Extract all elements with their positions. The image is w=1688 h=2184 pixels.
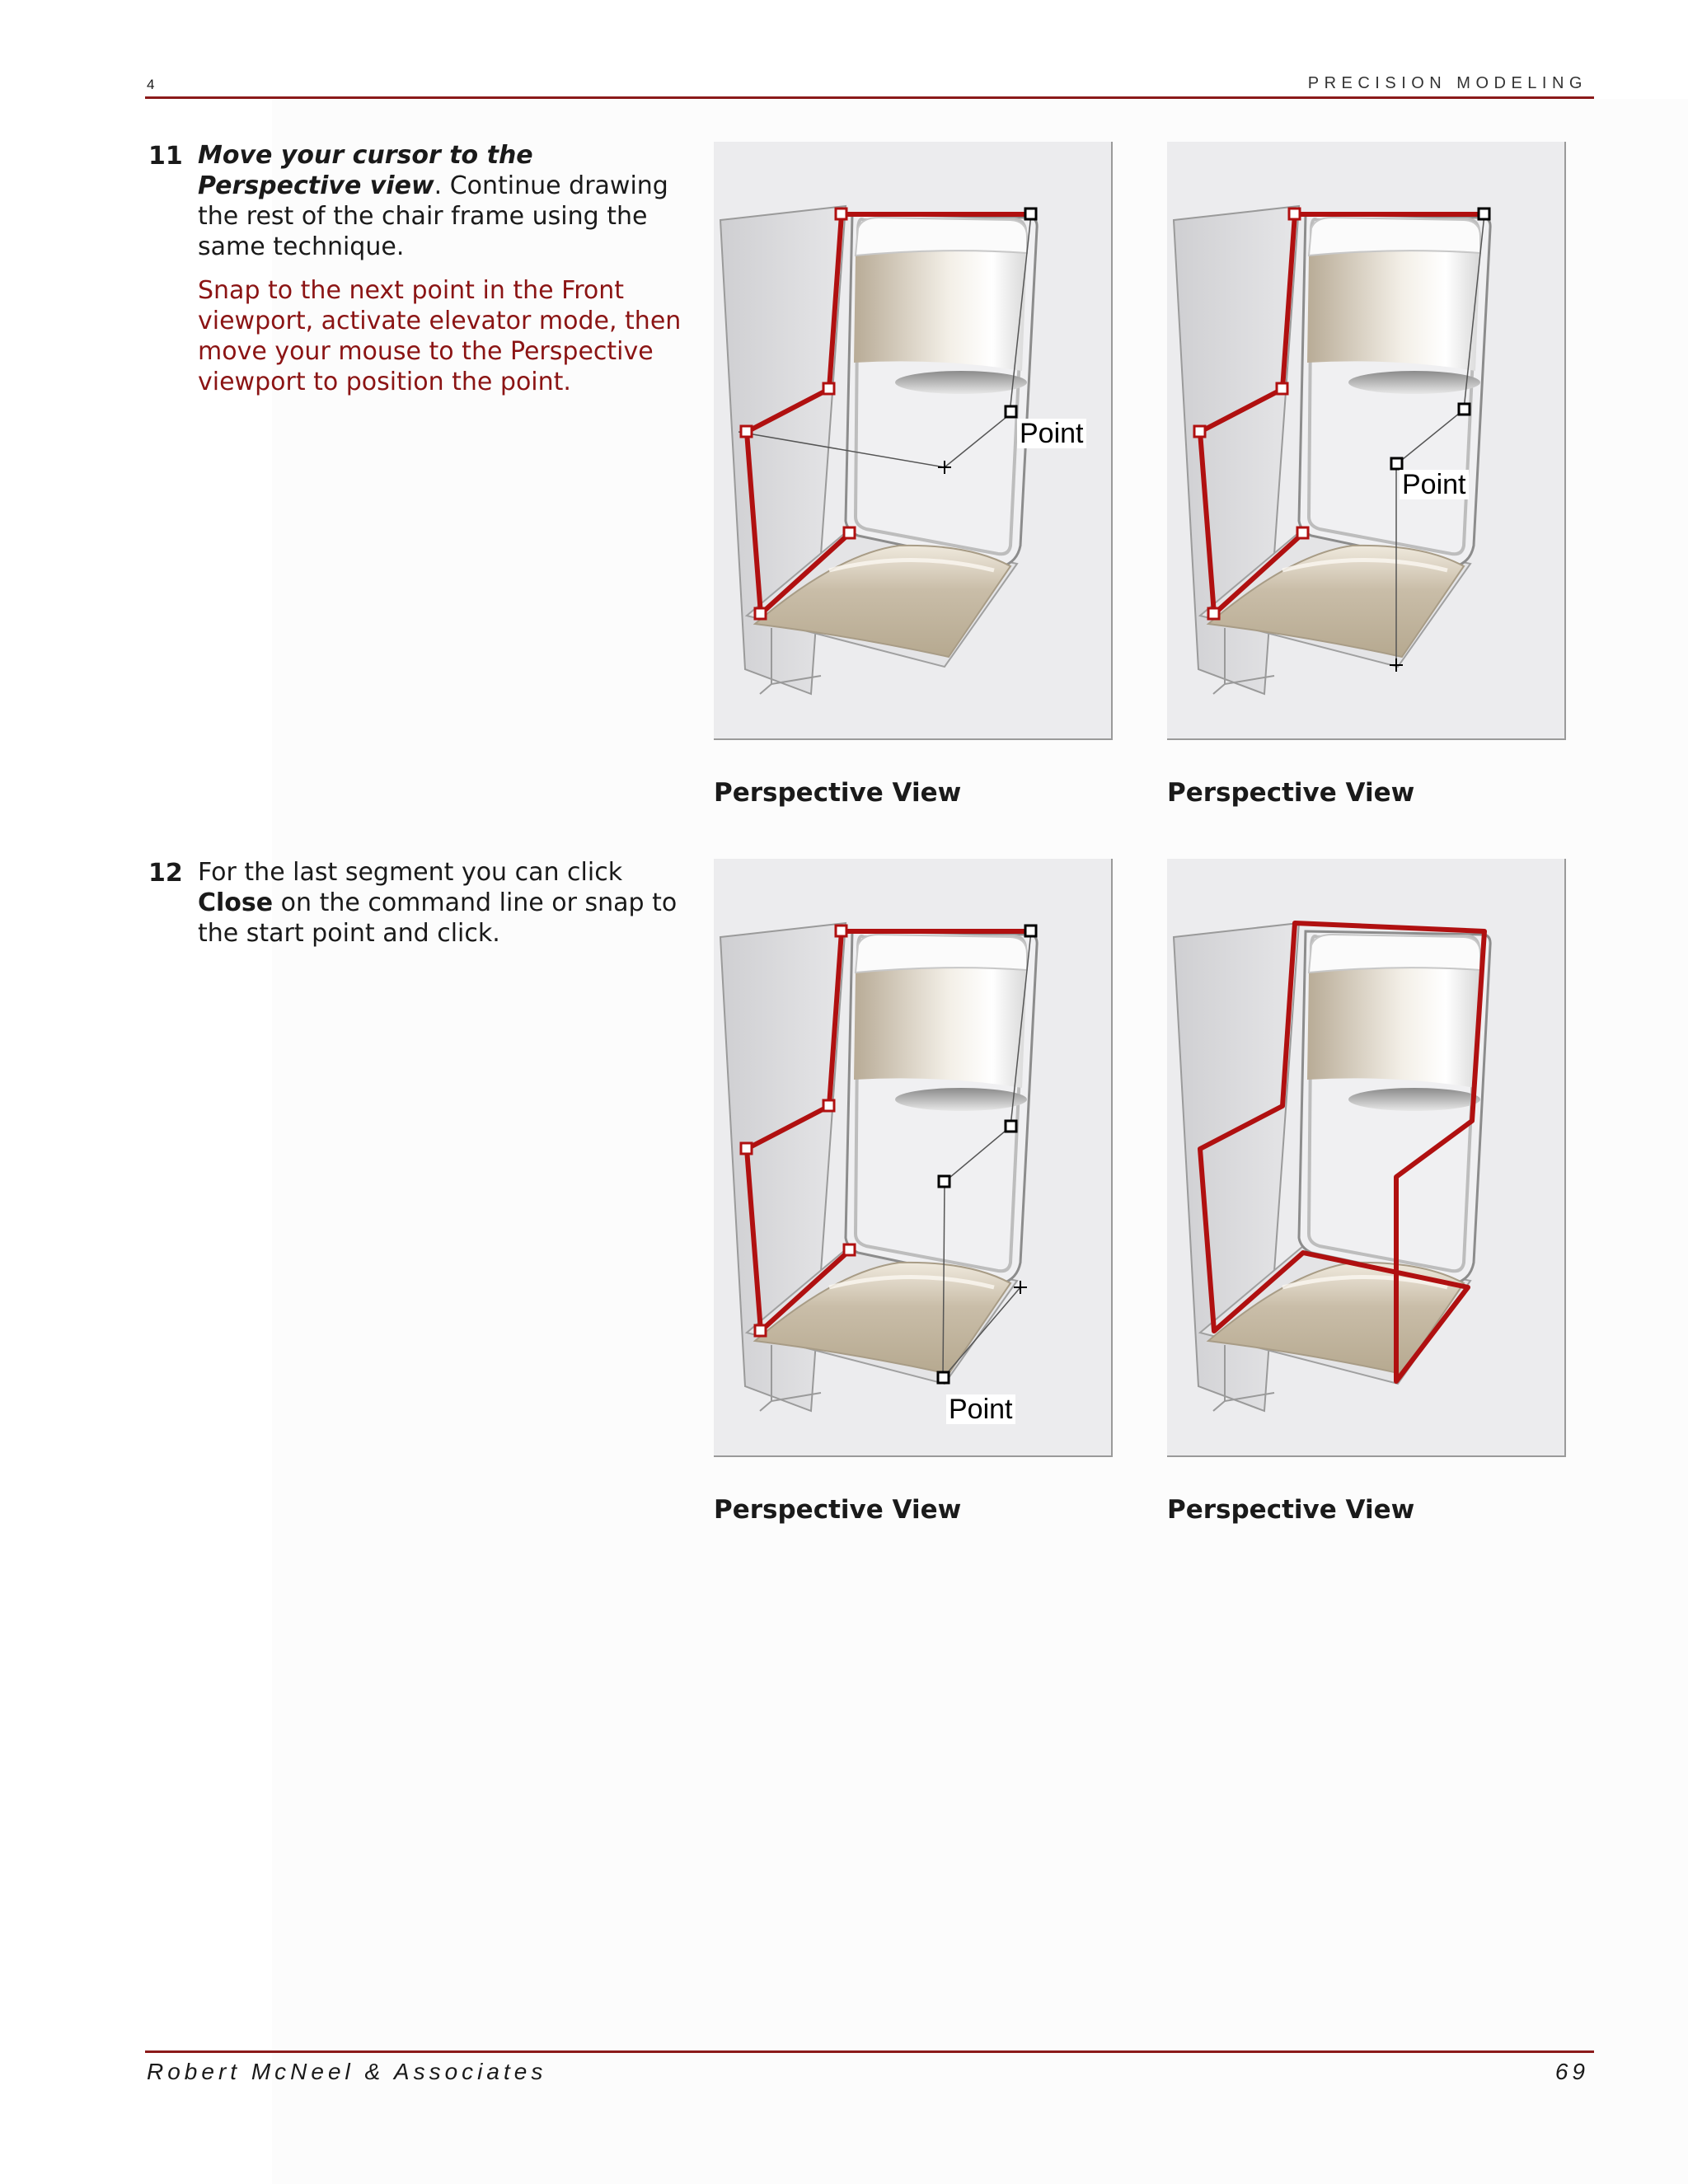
step-11-number: 11 [148, 142, 183, 171]
figure-3-caption: Perspective View [714, 1495, 962, 1525]
figure-3-illustration [714, 859, 1113, 1457]
figure-2-illustration [1167, 142, 1566, 740]
figure-2-caption: Perspective View [1167, 778, 1415, 808]
header-rule [145, 96, 1594, 99]
figure-4-illustration [1167, 859, 1566, 1457]
figure-4-perspective-view [1167, 859, 1566, 1457]
figure-3-perspective-view [714, 859, 1113, 1457]
figure-3-point-tooltip: Point [946, 1394, 1015, 1424]
step-12-close-keyword: Close [198, 888, 274, 917]
figure-1-point-tooltip: Point [1017, 419, 1086, 448]
step-12-body-start: For the last segment you can click [198, 858, 623, 887]
figure-1-perspective-view [714, 142, 1113, 740]
figure-4-caption: Perspective View [1167, 1495, 1415, 1525]
figure-2-perspective-view [1167, 142, 1566, 740]
figure-1-caption: Perspective View [714, 778, 962, 808]
footer-rule [145, 2050, 1594, 2053]
step-11-note: Snap to the next point in the Front viewport, activate elevator mode, then move your mouse to the Perspective viewport to position the point. [198, 276, 682, 396]
figure-2-point-tooltip: Point [1400, 470, 1469, 499]
header-title: PRECISION MODELING [1307, 74, 1587, 92]
step-11-body: . Continue drawing the rest of the chair frame using the same technique. [198, 171, 668, 261]
step-12-body-end: on the command line or snap to the start point and click. [198, 888, 678, 948]
step-11-emphasis: Move your cursor to the Perspective view [198, 141, 533, 200]
header-page-number: 4 [147, 77, 155, 92]
footer-page-number: 69 [1554, 2059, 1589, 2084]
step-12-text [198, 857, 692, 962]
step-12-number: 12 [148, 859, 183, 888]
footer-publisher: Robert McNeel & Associates [147, 2059, 547, 2084]
step-11-text [198, 140, 692, 410]
